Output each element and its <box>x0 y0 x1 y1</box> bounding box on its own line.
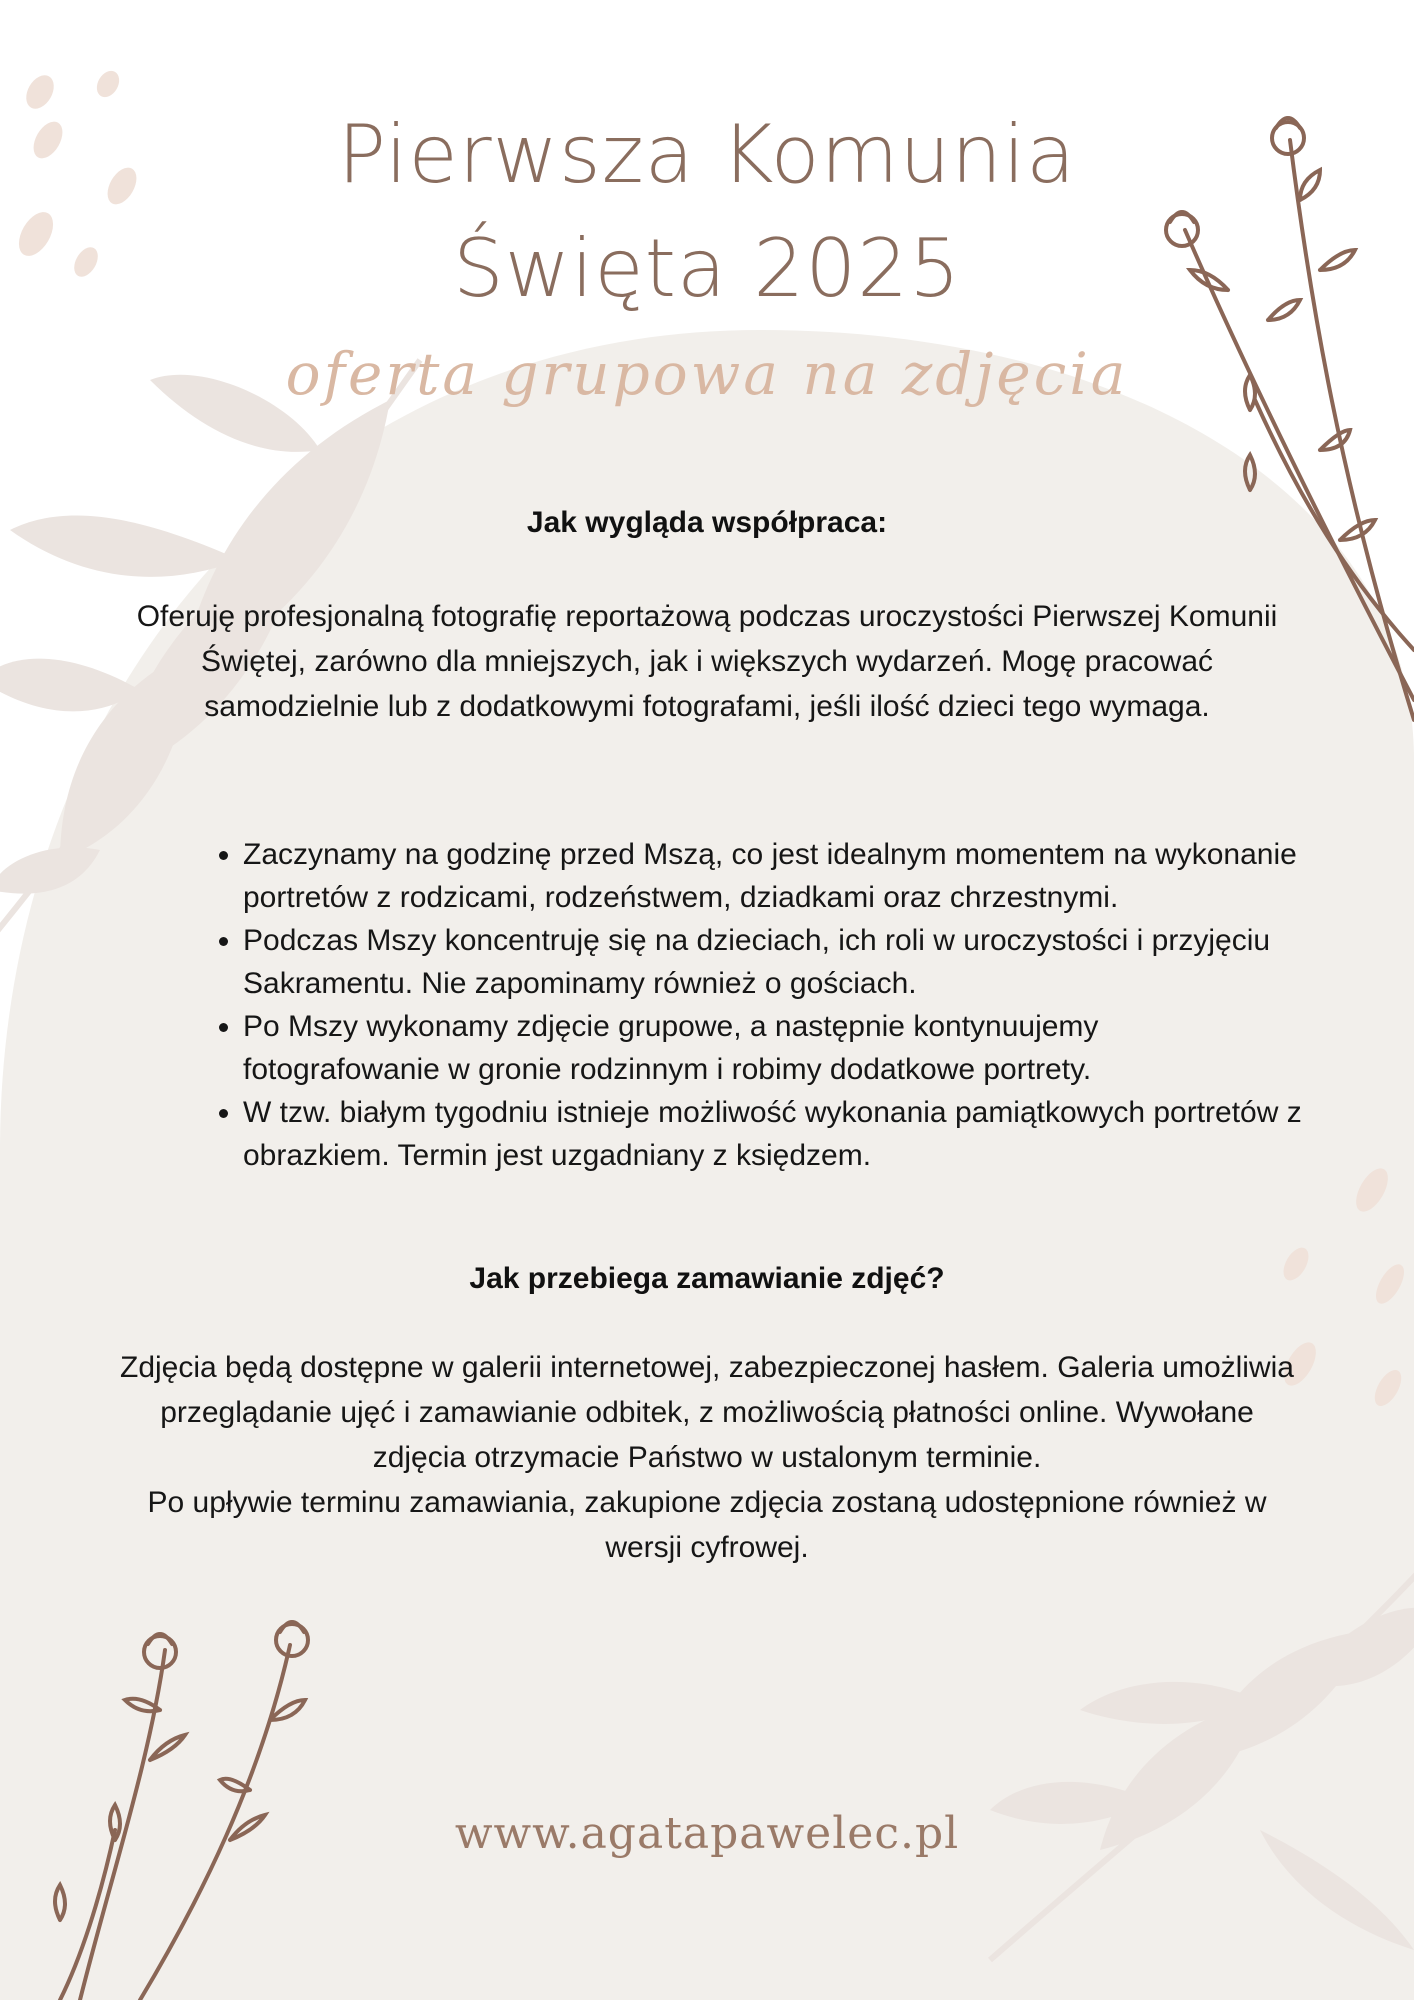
ordering-text <box>110 1345 1304 1570</box>
cooperation-paragraph: Oferuję profesjonalną fotografię reportażową podczas uroczystości Pierwszej Komunii Świętej, zarówno dla mniejszych, jak i większych wydarzeń. Mogę pracować samodzielnie lub z dodatkowymi fotografami, jeśli ilość dzieci tego wymaga. <box>136 600 1278 723</box>
section-heading-cooperation: Jak wygląda współpraca: <box>526 506 888 539</box>
website-link[interactable]: www.agatapawelec.pl <box>454 1808 960 1859</box>
page-title-line2: Święta 2025 <box>452 222 962 315</box>
list-item: • Podczas Mszy koncentruję się na dzieciach, ich roli w uroczystości i przyjęciu Sakramentu. Nie zapominamy również o gościach. <box>243 919 1303 1005</box>
section-heading-ordering: Jak przebiega zamawianie zdjęć? <box>469 1262 945 1295</box>
ordering-paragraph: Zdjęcia będą dostępne w galerii internetowej, zabezpieczonej hasłem. Galeria umożliwia przeglądanie ujęć i zamawianie odbitek, z możliwością płatności online. Wywołane zdjęcia otrzymacie Państwo w ustalonym terminie. <box>120 1351 1294 1474</box>
page-subtitle: oferta grupowa na zdjęcia <box>285 340 1129 408</box>
ordering-paragraph-digital: Po upływie terminu zamawiania, zakupione zdjęcia zostaną udostępnione również w wersji cyfrowej. <box>147 1486 1267 1564</box>
list-item: • Zaczynamy na godzinę przed Mszą, co jest idealnym momentem na wykonanie portretów z rodzicami, rodzeństwem, dziadkami oraz chrzestnymi. <box>243 833 1303 919</box>
list-item: • Po Mszy wykonamy zdjęcie grupowe, a następnie kontynuujemy fotografowanie w gronie rodzinnym i robimy dodatkowe portrety. <box>243 1005 1303 1091</box>
list-item: • W tzw. białym tygodniu istnieje możliwość wykonania pamiątkowych portretów z obrazkiem. Termin jest uzgadniany z księdzem. <box>243 1091 1303 1177</box>
page-title-line1: Pierwsza Komunia <box>337 108 1077 201</box>
cooperation-list <box>205 833 1303 1177</box>
